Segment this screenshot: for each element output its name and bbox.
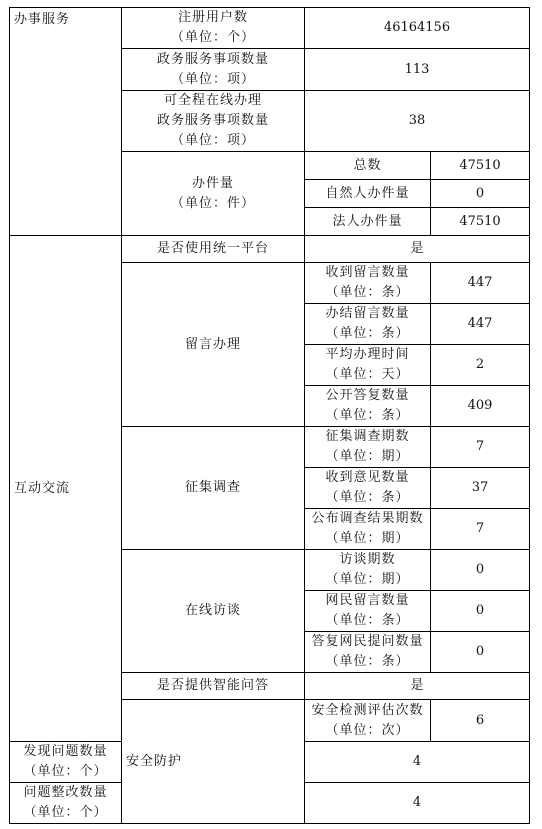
items-value: 113	[305, 49, 530, 91]
found-issues-value: 4	[305, 742, 530, 783]
received-msgs-label: 收到留言数量 （单位：条）	[305, 263, 431, 304]
survey-periods-value: 7	[431, 427, 530, 468]
survey-results-value: 7	[431, 509, 530, 550]
interview-periods-value: 0	[431, 550, 530, 591]
avg-time-value: 2	[431, 345, 530, 386]
evaluations-value: 6	[431, 700, 530, 742]
survey-periods-label: 征集调查期数 （单位：期）	[305, 427, 431, 468]
section-security: 安全防护	[122, 700, 305, 824]
interview-periods-label: 访谈期数 （单位：期）	[305, 550, 431, 591]
statistics-sheet	[9, 7, 530, 824]
netizen-msgs-value: 0	[431, 591, 530, 632]
netizen-msgs-label: 网民留言数量 （单位：条）	[305, 591, 431, 632]
online-items-label: 可全程在线办理 政务服务事项数量 （单位：项）	[122, 91, 305, 152]
fixed-issues-label: 问题整改数量 （单位：个）	[10, 783, 122, 824]
received-msgs-value: 447	[431, 263, 530, 304]
cases-total-label: 总数	[305, 152, 431, 180]
opinions-label: 收到意见数量 （单位：条）	[305, 468, 431, 509]
handled-msgs-value: 447	[431, 304, 530, 345]
online-items-value: 38	[305, 91, 530, 152]
gov-website-stats-table	[9, 7, 530, 824]
users-value: 46164156	[305, 8, 530, 49]
unified-platform-label: 是否使用统一平台	[122, 236, 305, 263]
public-replies-value: 409	[431, 386, 530, 427]
cases-legal-value: 47510	[431, 208, 530, 236]
smart-qa-label: 是否提供智能问答	[122, 673, 305, 700]
smart-qa-value: 是	[305, 673, 530, 700]
unified-platform-value: 是	[305, 236, 530, 263]
answers-label: 答复网民提问数量 （单位：条）	[305, 632, 431, 673]
survey-results-label: 公布调查结果期数 （单位：期）	[305, 509, 431, 550]
opinions-value: 37	[431, 468, 530, 509]
items-label: 政务服务事项数量 （单位：项）	[122, 49, 305, 91]
cases-natural-value: 0	[431, 180, 530, 208]
users-label: 注册用户数 （单位：个）	[122, 8, 305, 49]
public-replies-label: 公开答复数量 （单位：条）	[305, 386, 431, 427]
cases-label: 办件量 （单位：件）	[122, 152, 305, 236]
fixed-issues-value: 4	[305, 783, 530, 824]
section-interaction: 互动交流	[10, 236, 122, 742]
interview-label: 在线访谈	[122, 550, 305, 673]
cases-natural-label: 自然人办件量	[305, 180, 431, 208]
cases-total-value: 47510	[431, 152, 530, 180]
cases-legal-label: 法人办件量	[305, 208, 431, 236]
found-issues-label: 发现问题数量 （单位：个）	[10, 742, 122, 783]
avg-time-label: 平均办理时间 （单位：天）	[305, 345, 431, 386]
evaluations-label: 安全检测评估次数 （单位：次）	[305, 700, 431, 742]
answers-value: 0	[431, 632, 530, 673]
section-service: 办事服务	[10, 8, 122, 236]
handled-msgs-label: 办结留言数量 （单位：条）	[305, 304, 431, 345]
messages-label: 留言办理	[122, 263, 305, 427]
survey-label: 征集调查	[122, 427, 305, 550]
